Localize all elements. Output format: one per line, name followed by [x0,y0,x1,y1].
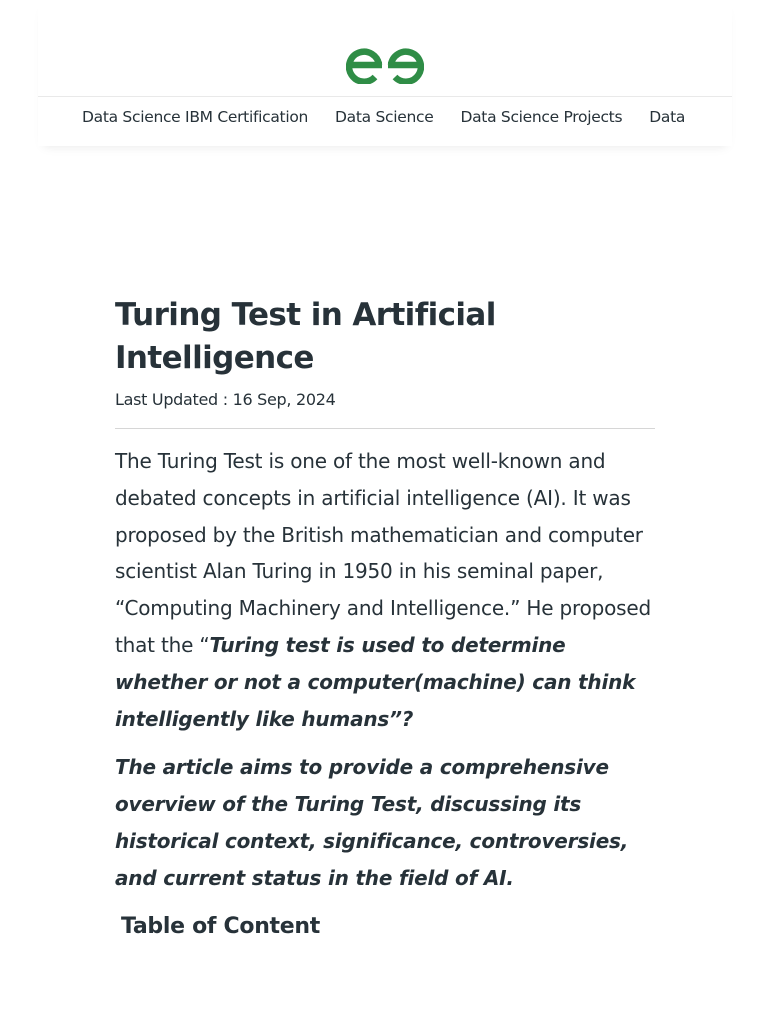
title-divider [115,428,655,429]
aim-paragraph: The article aims to provide a comprehensive overview of the Turing Test, discussing its historical context, significance, controversies, and current status in the field of AI. [115,755,629,890]
nav-divider [38,96,732,97]
geeksforgeeks-logo-icon[interactable] [346,46,424,84]
nav-item-data-science-projects[interactable]: Data Science Projects [460,108,623,126]
nav-item-data-science-ibm-certification[interactable]: Data Science IBM Certification [82,108,309,126]
table-of-content-heading[interactable]: Table of Content [121,913,320,939]
intro-emphasis: Turing test is used to determine whether or not a computer(machine) can think intelligently like humans”? [115,632,636,731]
intro-paragraph [115,443,655,737]
nav-item-data-science[interactable]: Data Science [335,108,434,126]
category-nav [82,104,722,130]
intro-text: The Turing Test is one of the most well-known and debated concepts in artificial intelligence (AI). It was proposed by the British mathematician and computer scientist Alan Turing in 1950 in his seminal paper, “Computing Machinery and Intelligence.” He proposed that the “ [115,449,651,657]
last-updated: Last Updated : 16 Sep, 2024 [115,390,336,409]
article [115,294,655,943]
nav-item-data[interactable]: Data [649,108,686,126]
article-title: Turing Test in Artificial Intelligence [115,297,496,376]
